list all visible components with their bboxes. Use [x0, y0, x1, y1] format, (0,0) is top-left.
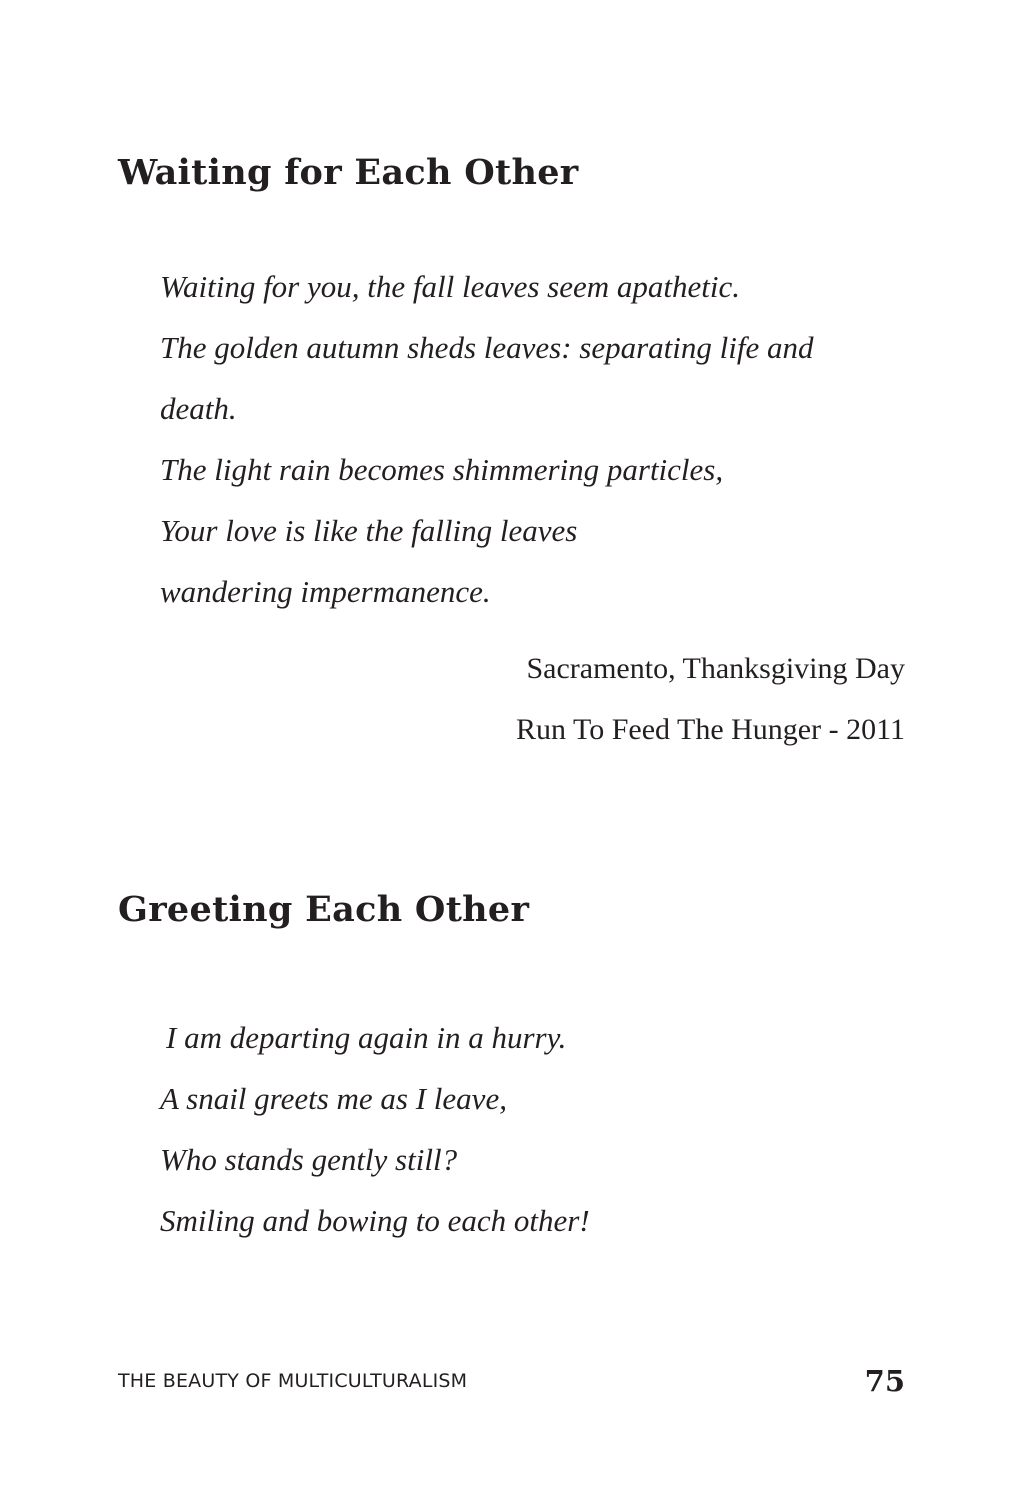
poem-line: The golden autumn sheds leaves: separating life and — [160, 330, 814, 365]
poem-line: death. — [160, 391, 237, 426]
poem-line: Who stands gently still? — [160, 1142, 458, 1177]
poem-line: Smiling and bowing to each other! — [160, 1203, 590, 1238]
poem-body — [160, 1007, 590, 1251]
page-number: 75 — [864, 1364, 905, 1398]
page-footer — [118, 1364, 905, 1400]
poem-line: I am departing again in a hurry. — [166, 1020, 567, 1055]
poem-title: Waiting for Each Other — [118, 152, 579, 193]
attribution-event: Run To Feed The Hunger - 2011 — [516, 713, 905, 746]
poem-body — [160, 256, 814, 622]
poem-line: A snail greets me as I leave, — [160, 1081, 507, 1116]
poem-line: wandering impermanence. — [160, 574, 491, 609]
poem-line: Waiting for you, the fall leaves seem apathetic. — [160, 269, 740, 304]
poem-title: Greeting Each Other — [118, 889, 530, 930]
poem-line: Your love is like the falling leaves — [160, 513, 578, 548]
attribution-place: Sacramento, Thanksgiving Day — [526, 652, 905, 685]
poem-line: The light rain becomes shimmering particles, — [160, 452, 724, 487]
running-footer-title: THE BEAUTY OF MULTICULTURALISM — [118, 1370, 468, 1392]
poem-attribution — [516, 638, 905, 760]
